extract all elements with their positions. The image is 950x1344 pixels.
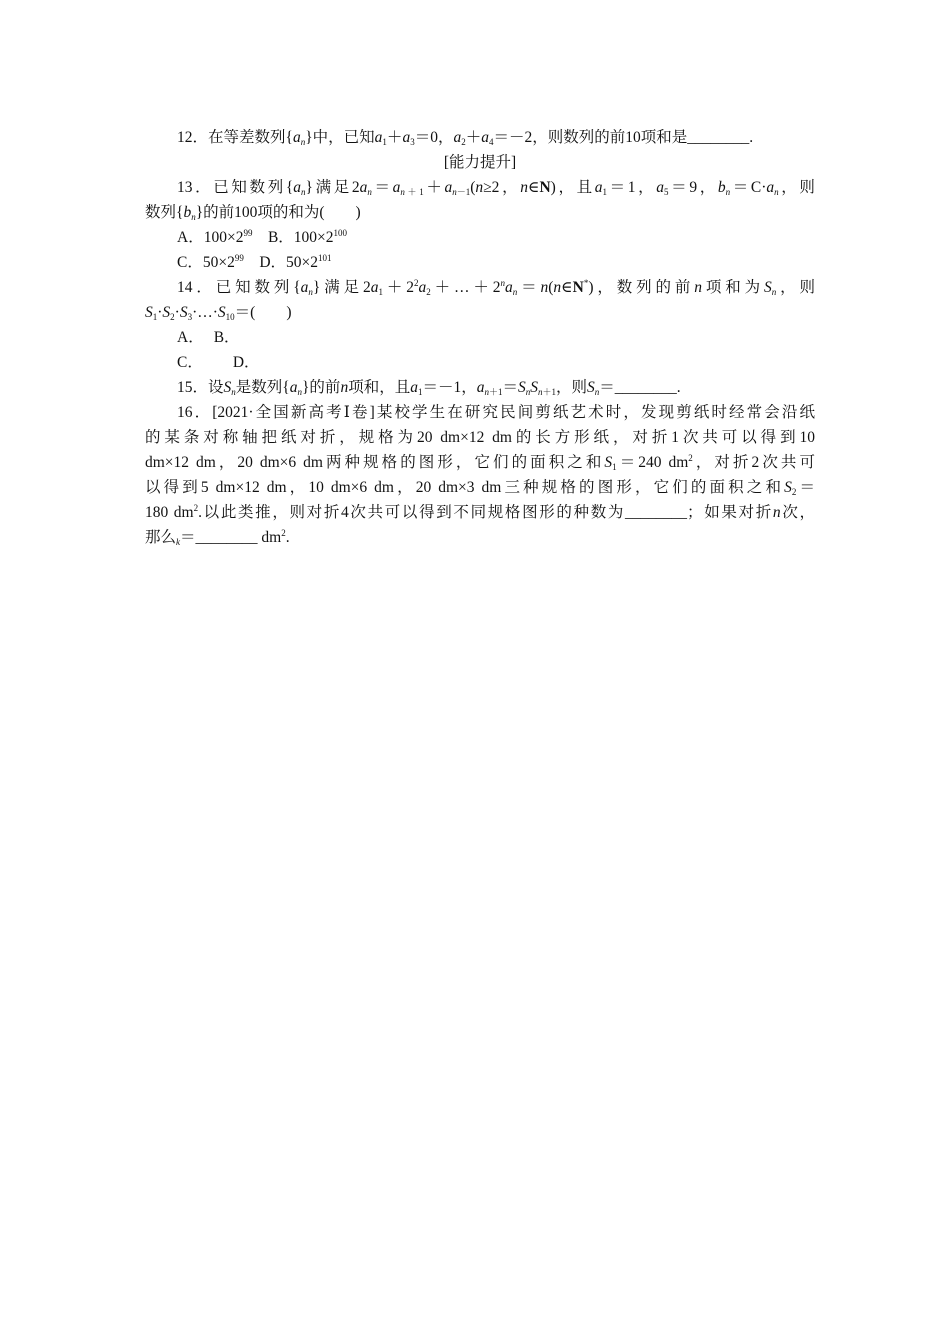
question-16-line-5: 180 $dm^2$.以此类推，则对折4次共可以得到不同规格图形的种数为________；如果对折n次， xyxy=(145,503,815,521)
option-b: B．$100\times 2^{100}$ xyxy=(267,228,348,246)
question-16-line-4: 以得到5 dm×12 dm，10 dm×6 dm，20 dm×3 dm三种规格的图形，它们的面积之和$S_2=$ xyxy=(145,479,815,497)
question-13-options-cd xyxy=(177,252,815,274)
question-16-line-3: dm×12 dm，20 dm×6 dm两种规格的图形，它们的面积之和$S_1=240$ $dm^2$，对折2次共可 xyxy=(145,453,815,472)
option-c: C．$50\times 2^{99}$ xyxy=(177,253,244,271)
option-d: D．$50\times 2^{101}$ xyxy=(259,253,332,271)
question-13-options-ab xyxy=(177,227,815,249)
question-16-line-1: 16．[2021·全国新高考Ⅰ卷]某校学生在研究民间剪纸艺术时，发现剪纸时经常会沿纸 xyxy=(177,404,815,421)
option-d: D． xyxy=(232,354,260,371)
question-14-options-ab xyxy=(177,327,815,349)
question-number: 12． xyxy=(177,129,209,146)
option-c: C． xyxy=(177,354,203,371)
question-15: 15．设$S_n$是数列$\{a_n\}$的前n项和，且$a_1=-1$，$a_{n+1}=S_nS_{n+1}$，则$S_n=\_\_\_\_\_\_\_\_$. xyxy=(177,379,681,397)
question-12: 12．在等差数列$\{a_n\}$中，已知$a_1+a_3=0$，$a_2+a_4=-2$，则数列的前10项和是________. xyxy=(177,129,754,147)
question-14-options-cd xyxy=(177,352,815,374)
option-a: A． xyxy=(177,329,204,346)
section-heading: [能力提升] xyxy=(443,154,517,171)
option-a: A．$100\times 2^{99}$ xyxy=(177,228,253,246)
question-13-line-1: 13．已知数列$\{a_n\}$满足$2a_n=a_{n+1}+a_{n-1}(n\ge 2$，n∈N)，且$a_1=1$，$a_5=9$，$b_n=C\cdot a_n$，则 xyxy=(177,179,815,197)
question-14-line-2: $S_1\cdot S_2\cdot S_3\cdot\dots\cdot S_{10}=$( ) xyxy=(145,304,292,322)
question-13-line-2: 数列$\{b_n\}$的前100项的和为( ) xyxy=(145,204,361,222)
question-14-line-1: 14．已知数列$\{a_n\}$满足$2a_1+2^2a_2+\dots+2^na_n=n(n\in N^*)$，数列的前n项和为$S_n$，则 xyxy=(177,278,815,297)
question-16-line-2: 的某条对称轴把纸对折，规格为20 dm×12 dm的长方形纸，对折1次共可以得到10 xyxy=(145,429,815,446)
option-b: B． xyxy=(213,329,240,346)
question-16-line-6: 那么$_k$＝________ $dm^2$. xyxy=(145,528,290,547)
